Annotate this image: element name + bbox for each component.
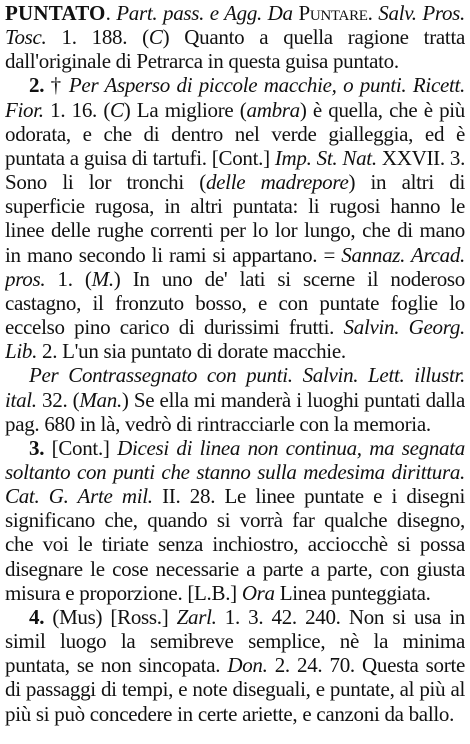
text-segment: Salvin. Georg. Lib. [5,315,465,364]
entry-sense-4 [5,605,465,726]
text-segment: XXVII. 3. Sono li lor tronchi ( [5,145,465,195]
text-segment: ) In uno de' lati si scerne il noderoso castagno, il fronzuto bosso, e con puntate foglie lo eccelso pino carico di durissimi frutti. [5,266,465,340]
headword: PUNTATO [5,1,106,25]
text-segment: Part. pass. e Agg. Da [116,1,299,25]
entry-sense-2-sub [5,363,465,435]
text-segment: ambra [246,97,300,122]
text-segment: 1. 3. 42. 240. Non si usa in simil luogo la semibreve semplice, nè la minima puntata, se non sincopata. [5,604,465,678]
text-segment: Imp. St. Nat. [274,145,377,170]
text-segment: . [367,1,379,25]
text-segment: delle madrepore [205,170,349,195]
text-segment: C [110,97,124,122]
entry-definition-main [5,1,465,73]
text-segment: ) è quella, che è più odorata, e che di dentro nel verde gialleggia, ed è puntata a guisa di tartufi. [Cont.] [5,97,465,170]
text-segment: 1. ( [45,266,92,291]
entry-sense-3 [5,436,465,605]
text-segment: ) Quanto a quella ragione tratta dall'originale di Petrarca in questa guisa puntato. [5,25,465,74]
dictionary-page [5,0,465,744]
text-segment: 2. L'un sia puntato di dorate macchie. [37,339,346,364]
text-segment: 1. 16. ( [43,97,111,122]
text-segment: Linea punteggiata. [274,580,431,605]
text-segment: (Mus) [Ross.] [44,604,177,629]
text-segment: Per Contrassegnato con punti. Salvin. Lett. illustr. ital. [5,363,465,412]
entry-sense-2 [5,73,465,363]
text-segment: Sannaz. Arcad. pros. [5,242,465,291]
text-segment: . [105,1,117,25]
text-segment: Zarl. [176,604,217,629]
text-segment: Dicesi di linea non continua, ma segnata soltanto con punti che stanno sulla medesima dirittura. Cat. G. Arte mil. [5,435,465,509]
text-segment: ) La migliore ( [123,97,247,122]
text-segment: Puntare [298,1,368,25]
text-segment: C [148,25,163,50]
text-segment: Ora [241,580,275,605]
text-segment: M. [91,266,114,291]
text-segment: Don. [227,653,268,678]
text-segment: 4. [29,604,45,629]
text-segment: 1. 188. ( [46,25,149,50]
text-segment: † [44,73,69,98]
text-segment: [Cont.] [44,435,118,460]
text-segment: 2. [29,73,45,98]
text-segment: 3. [29,435,45,460]
text-segment: 32. ( [36,387,80,412]
text-segment: ) in altri di superficie rugosa, in altri puntata: li rugosi hanno le linee delle rughe correnti per lo lor lungo, che di mano in mano secondo li rami si appartano. = [5,170,465,267]
text-segment: Salv. Pros. Tosc. [5,1,465,50]
text-segment: II. 28. Le linee puntate e i disegni significano che, quando si vorrà far qualche disegno, che voi le tiriate senza inchiostro, acciocchè si possa disegnare le cose necessarie a parte a parte, con giusta misura e proporzione. [L.B.] [5,484,465,605]
text-segment: 2. 24. 70. Questa sorte di passaggi di tempi, e note diseguali, e puntate, al più al più si può concedere in certe ariette, e canzoni da ballo. [5,653,465,726]
text-segment: Man. [79,387,122,412]
text-segment: Per Asperso di piccole macchie, o punti. Ricett. Fior. [5,73,465,122]
text-segment: ) Se ella mi manderà i luoghi puntati dalla pag. 680 in là, vedrò di rintracciarle con la memoria. [5,387,465,436]
